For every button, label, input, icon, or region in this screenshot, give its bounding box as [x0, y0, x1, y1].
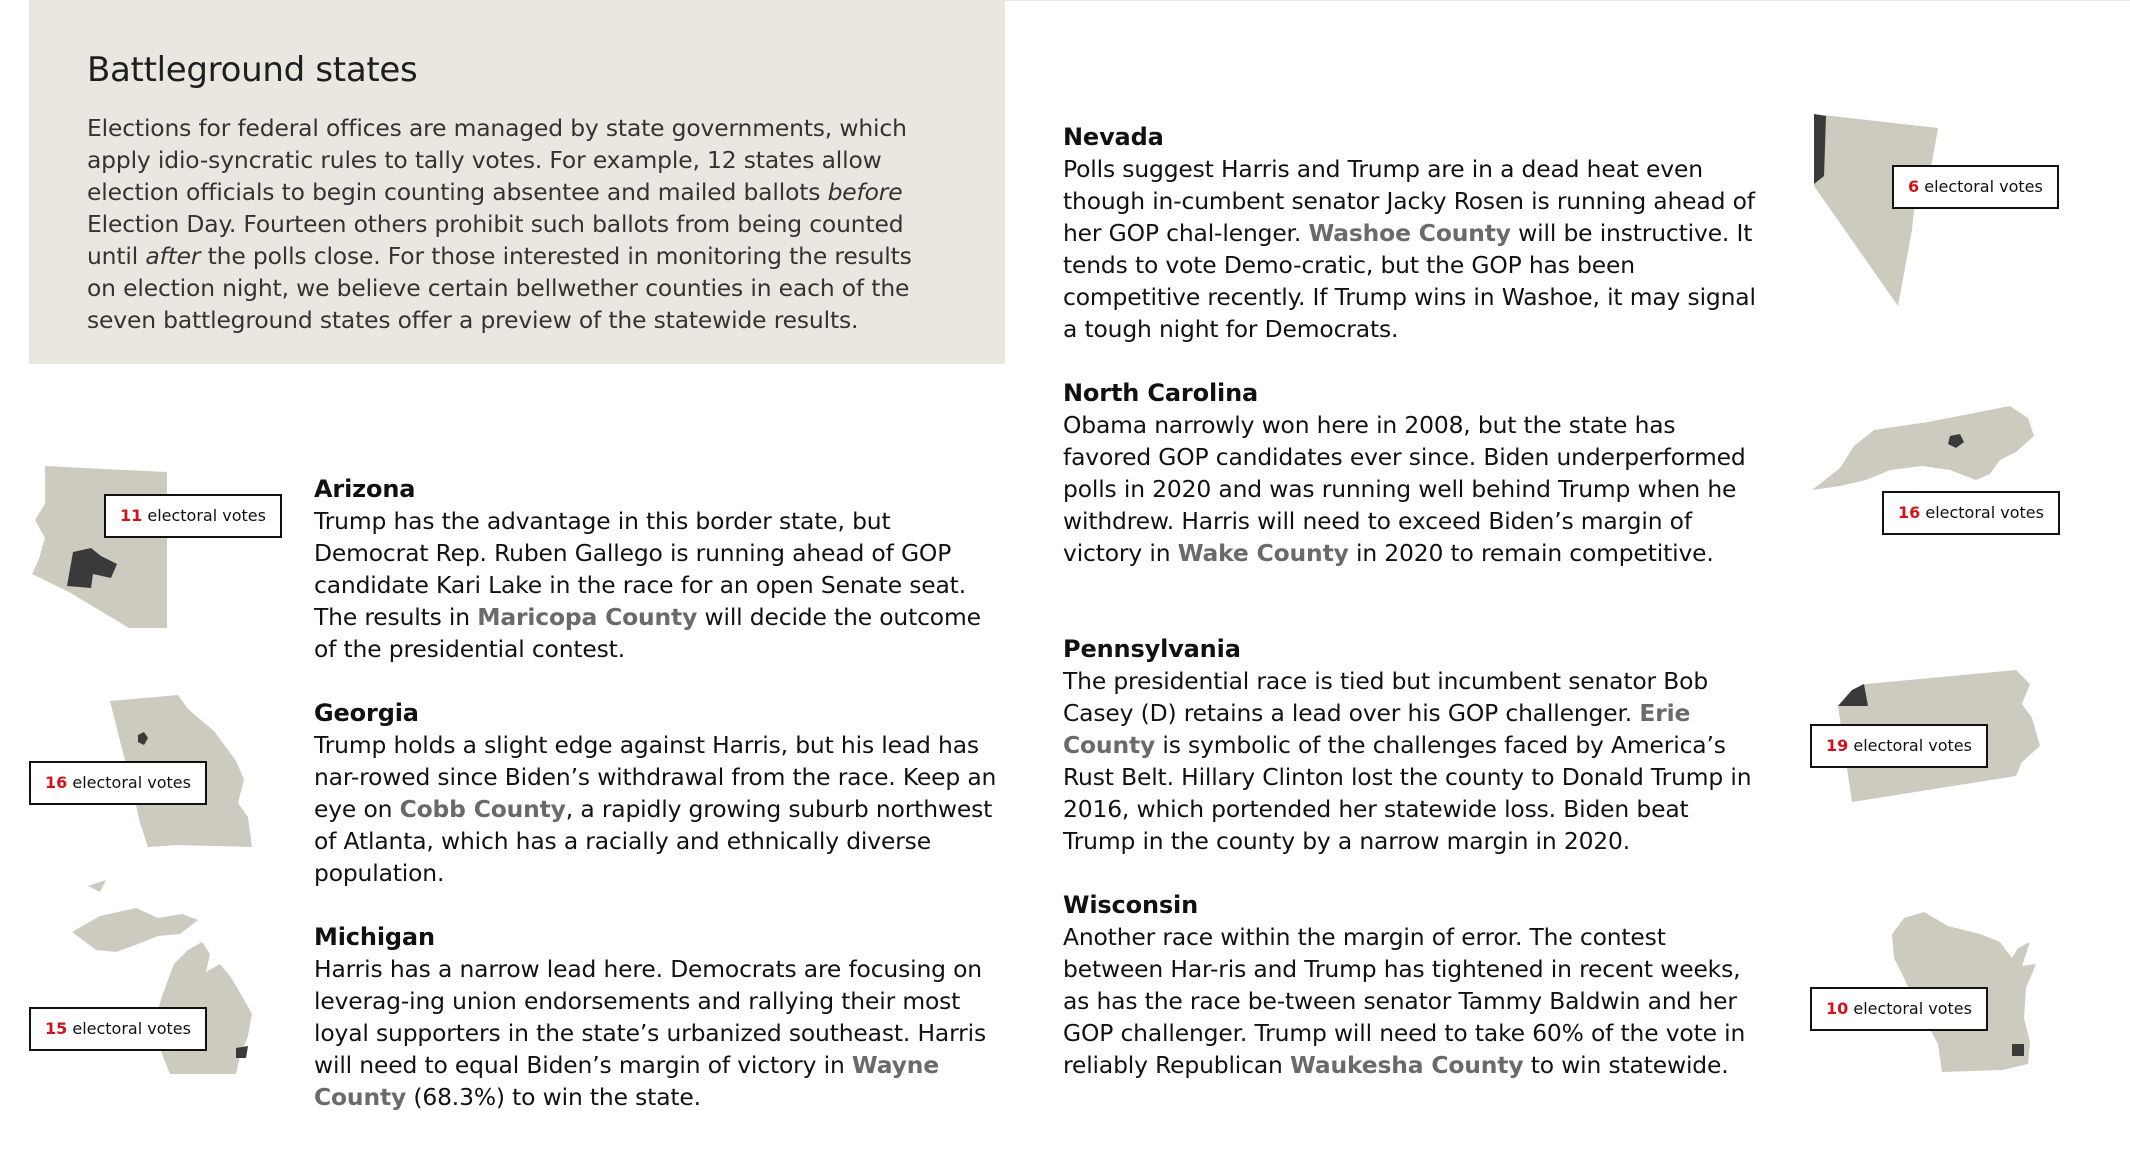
wisconsin-county: Waukesha County: [1290, 1051, 1524, 1079]
arizona-text: [314, 505, 1006, 665]
pennsylvania-county: Erie County: [1063, 699, 1691, 759]
pennsylvania-text-b: is symbolic of the challenges faced by America’s Rust Belt. Hillary Clinton lost the county to Donald Trump in 2016, which portended her statewide loss. Biden beat Trump in the county by a narrow margin in 2020.: [1063, 731, 1752, 855]
michigan-county: Wayne County: [314, 1051, 939, 1111]
north-carolina-map-icon: [1810, 400, 2038, 496]
arizona-ev-number: 11: [120, 506, 143, 525]
michigan-heading: Michigan: [314, 923, 435, 951]
arizona-text-a: Trump has the advantage in this border state, but Democrat Rep. Ruben Gallego is running ahead of GOP candidate Kari Lake in the race for an open Senate seat. The results in: [314, 507, 966, 631]
nevada-text: [1063, 153, 1763, 345]
nevada-heading: Nevada: [1063, 123, 1164, 151]
ev-label: electoral votes: [1848, 736, 1972, 755]
ev-label: electoral votes: [67, 1019, 191, 1038]
michigan-text: [314, 953, 1006, 1113]
georgia-text-b: , a rapidly growing suburb northwest of Atlanta, which has a racially and ethnically diverse population.: [314, 795, 993, 887]
intro-panel: [29, 0, 1005, 364]
michigan-section: [314, 921, 1006, 1113]
intro-paragraph: [87, 112, 947, 336]
ev-label: electoral votes: [1920, 503, 2044, 522]
north-carolina-ev-badge: [1882, 491, 2060, 535]
intro-text-2: Election Day. Fourteen others prohibit such ballots from being counted until: [87, 210, 904, 270]
wisconsin-heading: Wisconsin: [1063, 891, 1199, 919]
nevada-text-b: will be instructive. It tends to vote Demo-cratic, but the GOP has been competitive recently. If Trump wins in Washoe, it may signal a tough night for Democrats.: [1063, 219, 1756, 343]
ev-label: electoral votes: [142, 506, 266, 525]
north-carolina-text-a: Obama narrowly won here in 2008, but the state has favored GOP candidates ever since. Biden underperformed polls in 2020 and was running well behind Trump when he withdrew. Harris will need to exceed Biden’s margin of victory in: [1063, 411, 1746, 567]
georgia-text: [314, 729, 1006, 889]
north-carolina-county: Wake County: [1177, 539, 1349, 567]
arizona-county: Maricopa County: [477, 603, 698, 631]
pennsylvania-section: [1063, 633, 1763, 857]
arizona-map-icon: [29, 464, 169, 630]
arizona-heading: Arizona: [314, 475, 416, 503]
intro-text-3: the polls close. For those interested in monitoring the results on election night, we believe certain bellwether counties in each of the seven battleground states offer a preview of the statewide results.: [87, 242, 912, 334]
wisconsin-text: [1063, 921, 1763, 1081]
michigan-ev-number: 15: [45, 1019, 68, 1038]
nevada-map-icon: [1812, 112, 1942, 308]
nevada-ev-number: 6: [1908, 177, 1920, 196]
ev-label: electoral votes: [67, 773, 191, 792]
intro-emphasis-after: after: [145, 242, 201, 270]
north-carolina-section: [1063, 377, 1763, 569]
intro-emphasis-before: before: [827, 178, 903, 206]
michigan-text-b: (68.3%) to win the state.: [406, 1083, 701, 1111]
georgia-heading: Georgia: [314, 699, 419, 727]
pennsylvania-text-a: The presidential race is tied but incumbent senator Bob Casey (D) retains a lead over his GOP challenger.: [1063, 667, 1709, 727]
pennsylvania-ev-badge: [1810, 724, 1988, 768]
wisconsin-text-a: Another race within the margin of error. The contest between Har-ris and Trump has tightened in recent weeks, as has the race be-tween senator Tammy Baldwin and her GOP challenger. Trump will need to take 60% of the vote in reliably Republican: [1063, 923, 1746, 1079]
georgia-county: Cobb County: [399, 795, 566, 823]
top-divider: [1005, 0, 2130, 1]
pennsylvania-heading: Pennsylvania: [1063, 635, 1241, 663]
north-carolina-text-b: in 2020 to remain competitive.: [1348, 539, 1714, 567]
arizona-ev-badge: [104, 494, 282, 538]
georgia-ev-number: 16: [45, 773, 68, 792]
north-carolina-ev-number: 16: [1898, 503, 1921, 522]
ev-label: electoral votes: [1848, 999, 1972, 1018]
arizona-section: [314, 473, 1006, 665]
nevada-section: [1063, 121, 1763, 345]
nevada-ev-badge: [1892, 165, 2059, 209]
pennsylvania-ev-number: 19: [1826, 736, 1849, 755]
page-title: Battleground states: [87, 50, 418, 90]
michigan-text-a: Harris has a narrow lead here. Democrats are focusing on leverag-ing union endorsements and rallying their most loyal supporters in the state’s urbanized southeast. Harris will need to equal Biden’s margin of victory in: [314, 955, 986, 1079]
michigan-ev-badge: [29, 1007, 207, 1051]
intro-text-1: Elections for federal offices are managed by state governments, which apply idio-syncratic rules to tally votes. For example, 12 states allow election officials to begin counting absentee and mailed ballots: [87, 114, 907, 206]
georgia-text-a: Trump holds a slight edge against Harris, but his lead has nar-rowed since Biden’s withdrawal from the race. Keep an eye on: [314, 731, 997, 823]
north-carolina-heading: North Carolina: [1063, 379, 1259, 407]
pennsylvania-text: [1063, 665, 1763, 857]
georgia-section: [314, 697, 1006, 889]
nevada-county: Washoe County: [1308, 219, 1511, 247]
wisconsin-text-b: to win statewide.: [1523, 1051, 1729, 1079]
north-carolina-text: [1063, 409, 1763, 569]
arizona-text-b: will decide the outcome of the presidential contest.: [314, 603, 981, 663]
wisconsin-ev-number: 10: [1826, 999, 1849, 1018]
ev-label: electoral votes: [1919, 177, 2043, 196]
georgia-ev-badge: [29, 761, 207, 805]
wisconsin-ev-badge: [1810, 987, 1988, 1031]
nevada-text-a: Polls suggest Harris and Trump are in a dead heat even though in-cumbent senator Jacky Rosen is running ahead of her GOP chal-lenger.: [1063, 155, 1755, 247]
wisconsin-section: [1063, 889, 1763, 1081]
